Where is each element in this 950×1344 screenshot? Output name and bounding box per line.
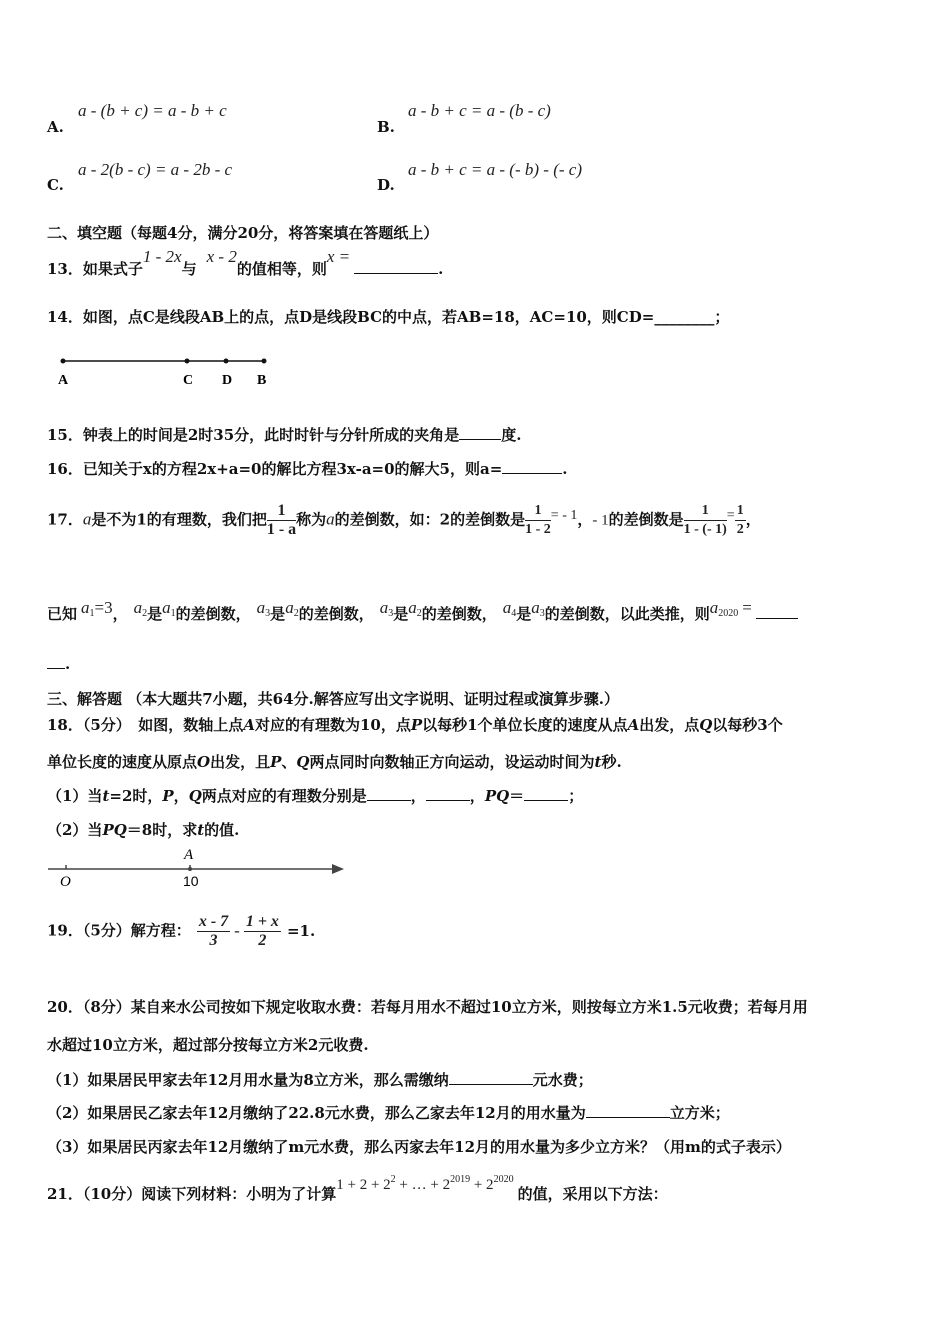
q17-frac1: $\frac{1}{1 - a}$ xyxy=(266,502,297,538)
q18-number-line xyxy=(44,846,349,892)
q18-part2: （2）当PQ＝8时，求t的值. xyxy=(47,821,240,839)
option-a-expr: a - (b + c) = a - b + c xyxy=(78,101,227,120)
q17-eq2: = xyxy=(726,507,735,523)
q17-frac4: $\frac{1}{2}$ xyxy=(736,503,744,537)
q17-a2-ref: $a_2$ xyxy=(285,598,299,619)
q17-frac2: $\frac{1}{1 - 2}$ xyxy=(525,503,551,537)
q14-segment-figure xyxy=(50,352,280,392)
q18-line2: 单位长度的速度从原点O出发，且P、Q两点同时向数轴正方向运动，设运动时间为t秒. xyxy=(47,753,622,771)
q17-line1: 17．a是不为1的有理数，我们把 $\frac{1}{1 - a}$ 称为a的差倒数，如：2的差倒数是 $\frac{1}{1 - 2}$ = - 1，- 1的差倒数是 $\frac{1}{1 - (- 1)}$ = $\frac{1}{2}$ ， xyxy=(47,502,761,538)
q17-text6: ， xyxy=(745,510,761,529)
q17-neg1: - 1 xyxy=(592,512,609,529)
q13-text2: 与 xyxy=(181,260,197,278)
q14-point-b xyxy=(262,359,267,364)
q19: 19．（5分）解方程： $\frac{x - 7}{3}$ - $\frac{1 + x}{2}$ =1. xyxy=(47,913,316,949)
q18-point-a xyxy=(188,867,192,871)
q17-text4: ， xyxy=(577,510,593,529)
q17-text5: 的差倒数是 xyxy=(608,510,684,529)
q17-a1: $a_1$ xyxy=(81,598,95,619)
q17-a3-b: $a_3$ xyxy=(379,598,394,619)
q16 xyxy=(47,458,568,479)
q20-part2: （2）如果居民乙家去年12月缴纳了22.8元水费，那么乙家去年12月的用水量为 立方米； xyxy=(47,1104,730,1122)
q13-expr1: 1 - 2x xyxy=(142,247,182,266)
q17-a2-ref2: $a_2$ xyxy=(408,598,422,619)
q18-line1: 18．（5分） 如图，数轴上点A对应的有理数为10，点P以每秒1个单位长度的速度从点A出发，点Q以每秒3个 xyxy=(47,716,783,734)
option-c-label: C. xyxy=(47,176,64,194)
option-c-expr: a - 2(b - c) = a - 2b - c xyxy=(78,160,233,179)
q17-num: 17． xyxy=(47,510,83,529)
q15 xyxy=(47,424,521,445)
q13-text1: 如果式子 xyxy=(82,260,143,278)
q14-point-a xyxy=(61,359,66,364)
q14-label-a: A xyxy=(58,373,69,388)
q15-answer-blank[interactable] xyxy=(459,425,501,440)
q20-part3: （3）如果居民丙家去年12月缴纳了m元水费，那么丙家去年12月的用水量为多少立方米？（用m的式子表示） xyxy=(47,1138,791,1156)
q14-label-c: C xyxy=(183,373,194,388)
q15-text1: 15．钟表上的时间是2时35分，此时时针与分针所成的夹角是 xyxy=(47,426,460,444)
q14-label-b: B xyxy=(257,373,267,388)
section3-title: 三、解答题 （本大题共7小题，共64分.解答应写出文字说明、证明过程或演算步骤.） xyxy=(47,690,619,708)
q18-axis-label-10: 10 xyxy=(183,873,199,889)
option-d-label: D. xyxy=(377,176,395,194)
option-b-label: B. xyxy=(377,118,395,136)
q14-text: 14．如图，点C是线段AB上的点，点D是线段BC的中点，若AB=18，AC=10，则CD=________； xyxy=(47,308,730,326)
option-d-expr: a - b + c = a - (- b) - (- c) xyxy=(408,160,582,179)
q18-blank-q[interactable] xyxy=(426,786,470,801)
q13-num: 13． xyxy=(47,260,83,278)
q18-blank-p[interactable] xyxy=(367,786,411,801)
option-a-label: A. xyxy=(47,118,64,136)
q17-a2: $a_2$ xyxy=(133,598,148,619)
q17-a3: $a_3$ xyxy=(256,598,271,619)
q14-point-d xyxy=(224,359,229,364)
q20-line2: 水超过10立方米，超过部分按每立方米2元收费. xyxy=(47,1036,369,1054)
q19-frac2: $\frac{1 + x}{2}$ xyxy=(245,913,279,949)
q13-answer-blank[interactable] xyxy=(354,259,438,274)
q16-text2: . xyxy=(562,460,568,478)
q20-blank1[interactable] xyxy=(449,1070,533,1085)
q17-a2020: $a_{2020}$ xyxy=(709,598,739,619)
q13-expr3: x = xyxy=(326,247,351,266)
q17-var-a: a xyxy=(82,509,92,529)
q18-blank-pq[interactable] xyxy=(524,786,568,801)
q17-a3-ref: $a_3$ xyxy=(531,598,545,619)
q19-frac1: $\frac{x - 7}{3}$ xyxy=(198,913,229,949)
q17-eq1: = - 1 xyxy=(550,507,578,523)
q16-text1: 16．已知关于x的方程2x+a=0的解比方程3x-a=0的解大5，则a= xyxy=(47,460,503,478)
q18-part1: （1）当t=2时，P，Q两点对应的有理数分别是 ， ，PQ＝ ； xyxy=(47,787,584,805)
q13 xyxy=(47,247,444,279)
q14-label-d: D xyxy=(222,373,233,388)
q17-a1-ref: $a_1$ xyxy=(162,598,176,619)
q18-axis-label-o: O xyxy=(60,874,71,890)
section2-title: 二、填空题（每题4分，满分20分，将答案填在答题纸上） xyxy=(47,224,439,242)
q17-answer-blank[interactable] xyxy=(756,604,798,619)
q20-part1: （1）如果居民甲家去年12月用水量为8立方米，那么需缴纳 元水费； xyxy=(47,1071,593,1089)
q20-blank2[interactable] xyxy=(586,1103,670,1118)
q13-expr2: x - 2 xyxy=(206,247,237,266)
q18-axis-label-a: A xyxy=(184,847,194,863)
q14-point-c xyxy=(185,359,190,364)
q17-text1: 是不为1的有理数，我们把 xyxy=(91,510,267,529)
q15-text2: 度. xyxy=(501,426,522,444)
q17-text2: 称为 xyxy=(296,510,327,529)
q13-text3: 的值相等，则 xyxy=(236,260,327,278)
q17-a4: $a_4$ xyxy=(502,598,517,619)
q17-line3: . xyxy=(47,654,70,673)
q17-answer-blank-cont[interactable] xyxy=(47,654,65,669)
q16-answer-blank[interactable] xyxy=(502,459,562,474)
option-b-expr: a - b + c = a - (b - c) xyxy=(408,101,551,120)
q21: 21．（10分）阅读下列材料：小明为了计算$1 + 2 + 2^2$ + … + $2^{2019} + 2^{2020}$的值，采用以下方法： xyxy=(47,1174,668,1203)
q18-axis-arrow xyxy=(332,864,344,874)
q17-frac3: $\frac{1}{1 - (- 1)}$ xyxy=(683,503,727,537)
q20-line1: 20．（8分）某自来水公司按如下规定收取水费：若每月用水不超过10立方米，则按每立方米1.5元收费；若每月用 xyxy=(47,998,808,1016)
q21-expression: $1 + 2 + 2^2$ + … + $2^{2019} + 2^{2020}$ xyxy=(336,1174,514,1193)
q13-end: . xyxy=(438,260,444,278)
q17-text3: 的差倒数，如：2的差倒数是 xyxy=(334,510,526,529)
q17-line2: 已知 $a_1=3$， $a_2$是$a_1$的差倒数， $a_3$是$a_2$的差倒数， $a_3$是$a_2$的差倒数， $a_4$是$a_3$的差倒数，以此类推，则$a_{2020}$ = xyxy=(47,603,798,625)
